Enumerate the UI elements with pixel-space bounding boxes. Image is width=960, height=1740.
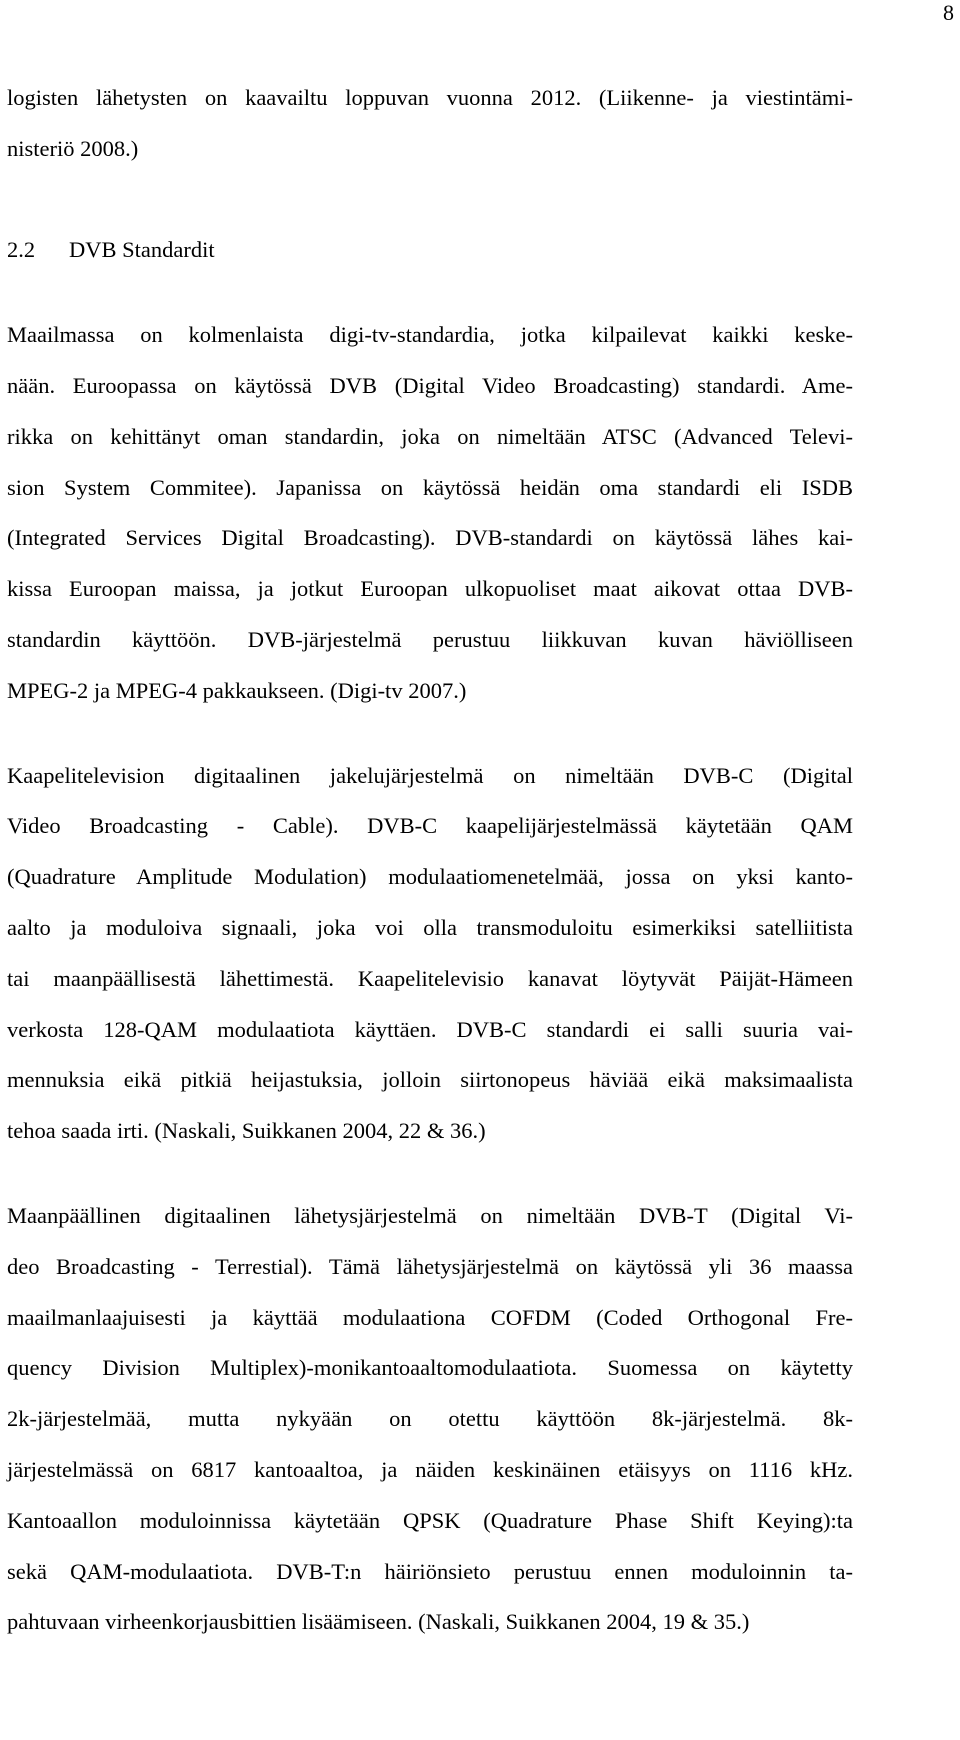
text-line: quency Division Multiplex)-monikantoaaltomodulaatiota. Suomessa on käytetty <box>7 1355 853 1381</box>
text-line: standardin käyttöön. DVB-järjestelmä perustuu liikkuvan kuvan häviölliseen <box>7 626 853 652</box>
paragraph-dvb-t <box>7 1191 853 1648</box>
paragraph-dvb-c <box>7 751 853 1157</box>
text-line: tehoa saada irti. (Naskali, Suikkanen 2004, 22 & 36.) <box>7 1118 486 1144</box>
text-line: verkosta 128-QAM modulaatiota käyttäen. DVB-C standardi ei salli suuria vai- <box>7 1016 853 1042</box>
text-line: deo Broadcasting - Terrestial). Tämä lähetysjärjestelmä on käytössä yli 36 maassa <box>7 1253 853 1279</box>
text-line: aalto ja moduloiva signaali, joka voi olla transmoduloitu esimerkiksi satelliitista <box>7 914 853 940</box>
text-line: kissa Euroopan maissa, ja jotkut Euroopan ulkopuoliset maat aikovat ottaa DVB- <box>7 576 853 602</box>
text-line: pahtuvaan virheenkorjausbittien lisäämiseen. (Naskali, Suikkanen 2004, 19 & 35.) <box>7 1609 750 1635</box>
text-line: MPEG-2 ja MPEG-4 pakkaukseen. (Digi-tv 2007.) <box>7 677 467 703</box>
text-line: sion System Commitee). Japanissa on käytössä heidän oma standardi eli ISDB <box>7 474 853 500</box>
section-title: DVB Standardit <box>69 237 215 263</box>
intro-paragraph <box>7 73 853 175</box>
text-line: logisten lähetysten on kaavailtu loppuvan vuonna 2012. (Liikenne- ja viestintämi- <box>7 85 853 110</box>
text-line: tai maanpäällisestä lähettimestä. Kaapelitelevisio kanavat löytyvät Päijät-Hämeen <box>7 965 853 991</box>
text-line: Maanpäällinen digitaalinen lähetysjärjestelmä on nimeltään DVB-T (Digital Vi- <box>7 1202 853 1228</box>
text-line: sekä QAM-modulaatiota. DVB-T:n häiriönsieto perustuu ennen moduloinnin ta- <box>7 1558 853 1584</box>
page-number: 8 <box>943 0 954 25</box>
text-line: Kantoaallon moduloinnissa käytetään QPSK (Quadrature Phase Shift Keying):ta <box>7 1507 853 1533</box>
text-line: Maailmassa on kolmenlaista digi-tv-standardia, jotka kilpailevat kaikki keske- <box>7 322 853 348</box>
text-line: nään. Euroopassa on käytössä DVB (Digital Video Broadcasting) standardi. Ame- <box>7 372 853 398</box>
text-line: Video Broadcasting - Cable). DVB-C kaapelijärjestelmässä käytetään QAM <box>7 813 853 839</box>
paragraph-dvb-standards <box>7 310 853 716</box>
text-line: järjestelmässä on 6817 kantoaaltoa, ja näiden keskinäinen etäisyys on 1116 kHz. <box>7 1456 853 1482</box>
text-line: 2k-järjestelmää, mutta nykyään on otettu käyttöön 8k-järjestelmä. 8k- <box>7 1406 853 1432</box>
text-line: maailmanlaajuisesti ja käyttää modulaationa COFDM (Coded Orthogonal Fre- <box>7 1304 853 1330</box>
document-body <box>7 73 853 1648</box>
text-line: Kaapelitelevision digitaalinen jakelujärjestelmä on nimeltään DVB-C (Digital <box>7 762 853 788</box>
section-number: 2.2 <box>7 237 36 263</box>
text-line: rikka on kehittänyt oman standardin, joka on nimeltään ATSC (Advanced Televi- <box>7 423 853 449</box>
section-heading <box>7 225 853 276</box>
text-line: nisteriö 2008.) <box>7 135 139 161</box>
text-line: (Quadrature Amplitude Modulation) modulaatiomenetelmää, jossa on yksi kanto- <box>7 864 853 890</box>
text-line: mennuksia eikä pitkiä heijastuksia, jolloin siirtonopeus häviää eikä maksimaalista <box>7 1067 853 1093</box>
text-line: (Integrated Services Digital Broadcasting). DVB-standardi on käytössä lähes kai- <box>7 525 853 551</box>
